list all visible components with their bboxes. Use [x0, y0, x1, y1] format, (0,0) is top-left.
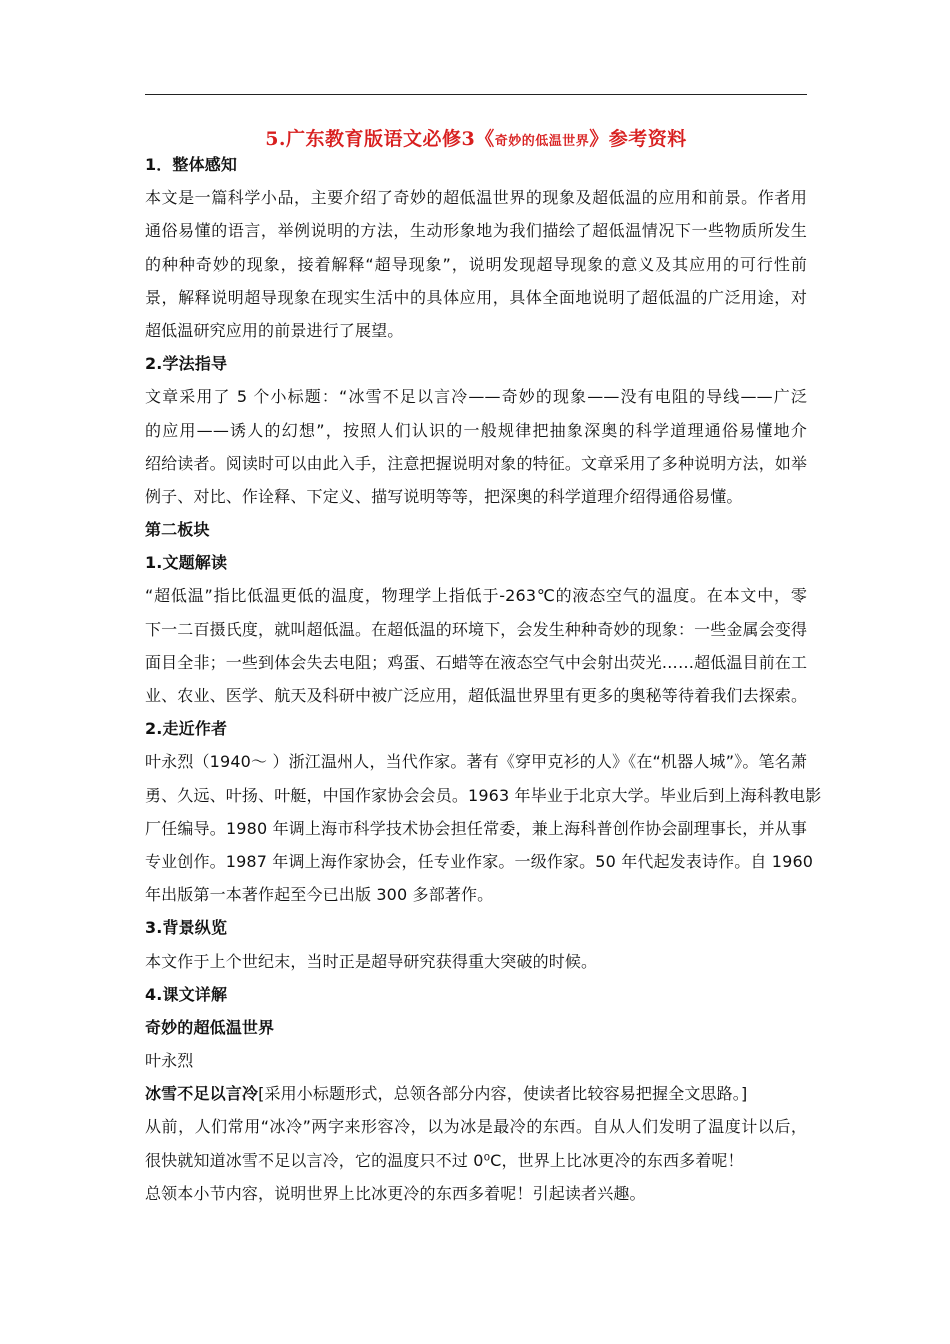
- annotation-text: [采用小标题形式，总领各部分内容，使读者比较容易把握全文思路。]: [258, 1084, 748, 1104]
- text-line: 本文作于上个世纪末，当时正是超导研究获得重大突破的时候。: [145, 951, 598, 971]
- section-heading: 1.文题解读: [145, 553, 228, 573]
- text-line: 很快就知道冰雪不足以言冷，它的温度只不过 0⁰C，世界上比冰更冷的东西多着呢！: [145, 1150, 744, 1170]
- text-line: 例子、对比、作诠释、下定义、描写说明等等，把深奥的科学道理介绍得通俗易懂。: [145, 486, 743, 506]
- text-line: 总领本小节内容，说明世界上比冰更冷的东西多着呢！引起读者兴趣。: [145, 1183, 646, 1203]
- text-line: 文章采用了 5 个小标题：“冰雪不足以言冷——奇妙的现象——没有电阻的导线——广泛: [145, 387, 807, 407]
- section-heading: 3.背景纵览: [145, 918, 228, 938]
- text-line: 的种种奇妙的现象，接着解释“超导现象”，说明发现超导现象的意义及其应用的可行性前: [145, 254, 807, 274]
- section-heading: 4.课文详解: [145, 984, 228, 1004]
- text-line: 景，解释说明超导现象在现实生活中的具体应用，具体全面地说明了超低温的广泛用途，对: [145, 287, 807, 307]
- text-line: 勇、久远、叶扬、叶艇，中国作家协会会员。1963 年毕业于北京大学。毕业后到上海科教电影: [145, 785, 822, 805]
- title-suffix: 》参考资料: [589, 128, 687, 150]
- text-line: 叶永烈（1940～ ）浙江温州人，当代作家。著有《穿甲克衫的人》《在“机器人城”》。笔名萧: [145, 752, 807, 772]
- text-line: 本文是一篇科学小品，主要介绍了奇妙的超低温世界的现象及超低温的应用和前景。作者用: [145, 188, 807, 208]
- section-heading: 奇妙的超低温世界: [145, 1017, 275, 1037]
- text-line: 年出版第一本著作起至今已出版 300 多部著作。: [145, 885, 494, 905]
- text-line: 的应用——诱人的幻想”，按照人们认识的一般规律把抽象深奥的科学道理通俗易懂地介: [145, 420, 807, 440]
- text-line: 叶永烈: [145, 1051, 194, 1071]
- text-line: 面目全非；一些到体会失去电阻；鸡蛋、石蜡等在液态空气中会射出荧光……超低温目前在工: [145, 652, 808, 672]
- section-heading: 1．整体感知: [145, 155, 238, 174]
- document-title: [145, 124, 807, 151]
- header-rule: [145, 94, 807, 95]
- text-line: 超低温研究应用的前景进行了展望。: [145, 320, 404, 340]
- text-line: 专业创作。1987 年调上海作家协会，任专业作家。一级作家。50 年代起发表诗作。自 1960: [145, 851, 814, 871]
- section-heading: 2.走近作者: [145, 719, 228, 739]
- section-heading: 第二板块: [145, 520, 210, 540]
- text-line: [145, 1077, 807, 1110]
- subheading-lead: 冰雪不足以言冷: [145, 1084, 259, 1104]
- section-heading: 2.学法指导: [145, 354, 228, 374]
- text-line: 业、农业、医学、航天及科研中被广泛应用，超低温世界里有更多的奥秘等待着我们去探索。: [145, 686, 808, 705]
- document-body: [145, 148, 822, 1210]
- text-line: 厂任编导。1980 年调上海市科学技术协会担任常委，兼上海科普创作协会副理事长，并从事: [145, 818, 807, 838]
- title-prefix: 5.广东教育版语文必修3《: [265, 128, 495, 150]
- text-line: 绍给读者。阅读时可以由此入手，注意把握说明对象的特征。文章采用了多种说明方法，如举: [145, 453, 808, 473]
- title-inner: 奇妙的低温世界: [494, 134, 590, 149]
- text-line: 下一二百摄氏度，就叫超低温。在超低温的环境下，会发生种种奇妙的现象：一些金属会变得: [145, 619, 808, 639]
- text-line: 通俗易懂的语言，举例说明的方法，生动形象地为我们描绘了超低温情况下一些物质所发生: [145, 221, 807, 241]
- text-line: 从前，人们常用“冰冷”两字来形容冷，以为冰是最冷的东西。自从人们发明了温度计以后，: [145, 1117, 807, 1137]
- text-line: “超低温”指比低温更低的温度，物理学上指低于-263℃的液态空气的温度。在本文中，零: [145, 586, 807, 606]
